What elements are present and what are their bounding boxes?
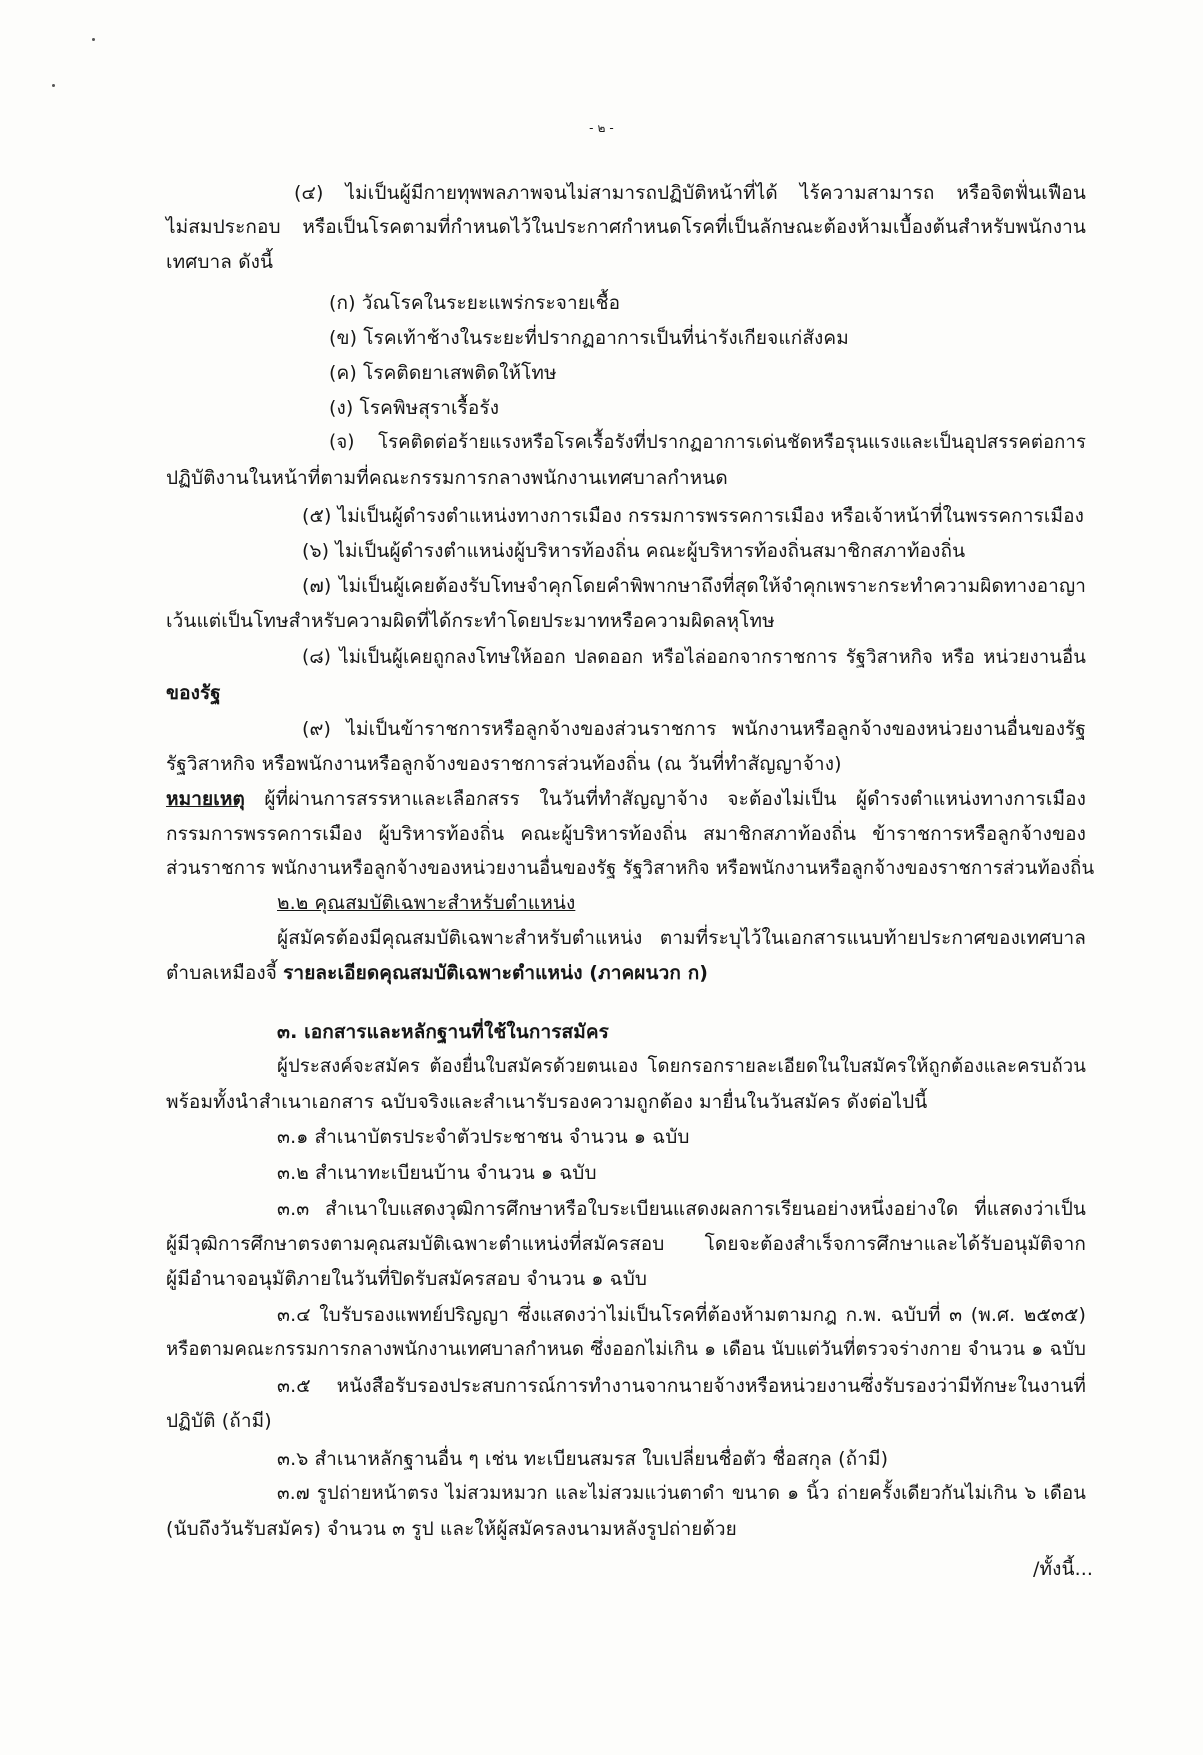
section-2-2-annex-ref: รายละเอียดคุณสมบัติเฉพาะตำแหน่ง (ภาคผนวก ก) <box>283 962 709 984</box>
disease-item: (ก) วัณโรคในระยะแพร่กระจายเชื้อ <box>329 292 621 314</box>
section-2-2-line-2 <box>166 961 708 985</box>
doc-3-3-line-1: ๓.๓ สำเนาใบแสดงวุฒิการศึกษาหรือใบระเบียนแสดงผลการเรียนอย่างหนึ่งอย่างใด ที่แสดงว่าเป็น <box>277 1198 1086 1220</box>
section-2-2-line-2-text: ตำบลเหมืองจี้ <box>166 962 284 984</box>
page-number: - ๒ - <box>589 121 614 135</box>
item-4-line-1: (๔) ไม่เป็นผู้มีกายทุพพลภาพจนไม่สามารถปฏิบัติหน้าที่ได้ ไร้ความสามารถ หรือจิตฟั่นเฟือน <box>294 182 1086 204</box>
note-line-1 <box>166 787 1086 811</box>
doc-3-4-line-2: หรือตามคณะกรรมการกลางพนักงานเทศบาลกำหนด ซึ่งออกไม่เกิน ๑ เดือน นับแต่วันที่ตรวจร่างกาย จำนวน ๑ ฉบับ <box>166 1339 1086 1360</box>
note-text: ผู้ที่ผ่านการสรรหาและเลือกสรร ในวันที่ทำสัญญาจ้าง จะต้องไม่เป็น ผู้ดำรงตำแหน่งทางการเมือง <box>244 788 1086 810</box>
doc-3-4-line-1: ๓.๔ ใบรับรองแพทย์ปริญญา ซึ่งแสดงว่าไม่เป็นโรคที่ต้องห้ามตามกฎ ก.พ. ฉบับที่ ๓ (พ.ศ. ๒๕๓๕) <box>277 1304 1086 1326</box>
disease-e-line-2: ปฏิบัติงานในหน้าที่ตามที่คณะกรรมการกลางพนักงานเทศบาลกำหนด <box>166 467 728 489</box>
note-label: หมายเหตุ <box>166 788 245 810</box>
doc-3-7-line-1: ๓.๗ รูปถ่ายหน้าตรง ไม่สวมหมวก และไม่สวมแว่นตาดำ ขนาด ๑ นิ้ว ถ่ายครั้งเดียวกันไม่เกิน ๖ เดือน <box>277 1483 1086 1504</box>
item-4-line-3: เทศบาล ดังนี้ <box>166 251 274 273</box>
doc-3-5-line-1: ๓.๕ หนังสือรับรองประสบการณ์การทำงานจากนายจ้างหรือหน่วยงานซึ่งรับรองว่ามีทักษะในงานที่ <box>277 1375 1086 1397</box>
item-8-line-1: (๘) ไม่เป็นผู้เคยถูกลงโทษให้ออก ปลดออก หรือไล่ออกจากราชการ รัฐวิสาหกิจ หรือ หน่วยงานอื่น <box>302 647 1086 668</box>
disease-item: (ข) โรคเท้าช้างในระยะที่ปรากฏอาการเป็นที่น่ารังเกียจแก่สังคม <box>329 327 849 349</box>
item-6: (๖) ไม่เป็นผู้ดำรงตำแหน่งผู้บริหารท้องถิ่น คณะผู้บริหารท้องถิ่นสมาชิกสภาท้องถิ่น <box>302 540 966 562</box>
continuation-marker: /ทั้งนี้... <box>1032 1558 1093 1580</box>
section-2-2-heading: ๒.๒ คุณสมบัติเฉพาะสำหรับตำแหน่ง <box>277 892 576 914</box>
disease-item: (ง) โรคพิษสุราเรื้อรัง <box>329 397 500 419</box>
section-3-intro-2: พร้อมทั้งนำสำเนาเอกสาร ฉบับจริงและสำเนารับรองความถูกต้อง มายื่นในวันสมัคร ดังต่อไปนี้ <box>166 1091 928 1113</box>
item-8-line-2: ของรัฐ <box>166 682 221 704</box>
disease-e-line-1: (จ) โรคติดต่อร้ายแรงหรือโรคเรื้อรังที่ปรากฏอาการเด่นชัดหรือรุนแรงและเป็นอุปสรรคต่อการ <box>329 432 1086 453</box>
doc-3-3-line-2: ผู้มีวุฒิการศึกษาตรงตามคุณสมบัติเฉพาะตำแหน่งที่สมัครสอบ โดยจะต้องสำเร็จการศึกษาและได้รับอนุมัติจาก <box>166 1233 1086 1255</box>
item-5: (๕) ไม่เป็นผู้ดำรงตำแหน่งทางการเมือง กรรมการพรรคการเมือง หรือเจ้าหน้าที่ในพรรคการเมือง <box>302 505 1084 527</box>
note-line-2: กรรมการพรรคการเมือง ผู้บริหารท้องถิ่น คณะผู้บริหารท้องถิ่น สมาชิกสภาท้องถิ่น ข้าราชการหรือลูกจ้างของ <box>166 823 1086 845</box>
section-3-intro-1: ผู้ประสงค์จะสมัคร ต้องยื่นใบสมัครด้วยตนเอง โดยกรอกรายละเอียดในใบสมัครให้ถูกต้องและครบถ้วน <box>277 1056 1086 1077</box>
disease-item: (ค) โรคติดยาเสพติดให้โทษ <box>329 362 557 384</box>
item-7-line-2: เว้นแต่เป็นโทษสำหรับความผิดที่ได้กระทำโดยประมาทหรือความผิดลหุโทษ <box>166 610 775 632</box>
doc-3-5-line-2: ปฏิบัติ (ถ้ามี) <box>166 1410 272 1432</box>
doc-3-1: ๓.๑ สำเนาบัตรประจำตัวประชาชน จำนวน ๑ ฉบับ <box>277 1126 690 1148</box>
doc-3-6: ๓.๖ สำเนาหลักฐานอื่น ๆ เช่น ทะเบียนสมรส ใบเปลี่ยนชื่อตัว ชื่อสกุล (ถ้ามี) <box>277 1448 889 1470</box>
section-3-heading: ๓. เอกสารและหลักฐานที่ใช้ในการสมัคร <box>277 1021 609 1043</box>
doc-3-3-line-3: ผู้มีอำนาจอนุมัติภายในวันที่ปิดรับสมัครสอบ จำนวน ๑ ฉบับ <box>166 1268 648 1290</box>
item-7-line-1: (๗) ไม่เป็นผู้เคยต้องรับโทษจำคุกโดยคำพิพากษาถึงที่สุดให้จำคุกเพราะกระทำความผิดทางอาญา <box>302 575 1086 597</box>
doc-3-2: ๓.๒ สำเนาทะเบียนบ้าน จำนวน ๑ ฉบับ <box>277 1162 597 1184</box>
item-9-line-1: (๙) ไม่เป็นข้าราชการหรือลูกจ้างของส่วนราชการ พนักงานหรือลูกจ้างของหน่วยงานอื่นของรัฐ <box>302 718 1086 740</box>
scan-speck <box>52 84 55 87</box>
note-line-3: ส่วนราชการ พนักงานหรือลูกจ้างของหน่วยงานอื่นของรัฐ รัฐวิสาหกิจ หรือพนักงานหรือลูกจ้างของราชการส่วนท้องถิ่น <box>166 858 1095 879</box>
doc-3-7-line-2: (นับถึงวันรับสมัคร) จำนวน ๓ รูป และให้ผู้สมัครลงนามหลังรูปถ่ายด้วย <box>166 1518 737 1540</box>
scan-speck <box>92 38 95 41</box>
item-9-line-2: รัฐวิสาหกิจ หรือพนักงานหรือลูกจ้างของราชการส่วนท้องถิ่น (ณ วันที่ทำสัญญาจ้าง) <box>166 753 842 775</box>
section-2-2-line-1: ผู้สมัครต้องมีคุณสมบัติเฉพาะสำหรับตำแหน่ง ตามที่ระบุไว้ในเอกสารแนบท้ายประกาศของเทศบาล <box>277 927 1086 949</box>
item-4-line-2: ไม่สมประกอบ หรือเป็นโรคตามที่กำหนดไว้ในประกาศกำหนดโรคที่เป็นลักษณะต้องห้ามเบื้องต้นสำหรับพนักงาน <box>166 216 1086 238</box>
